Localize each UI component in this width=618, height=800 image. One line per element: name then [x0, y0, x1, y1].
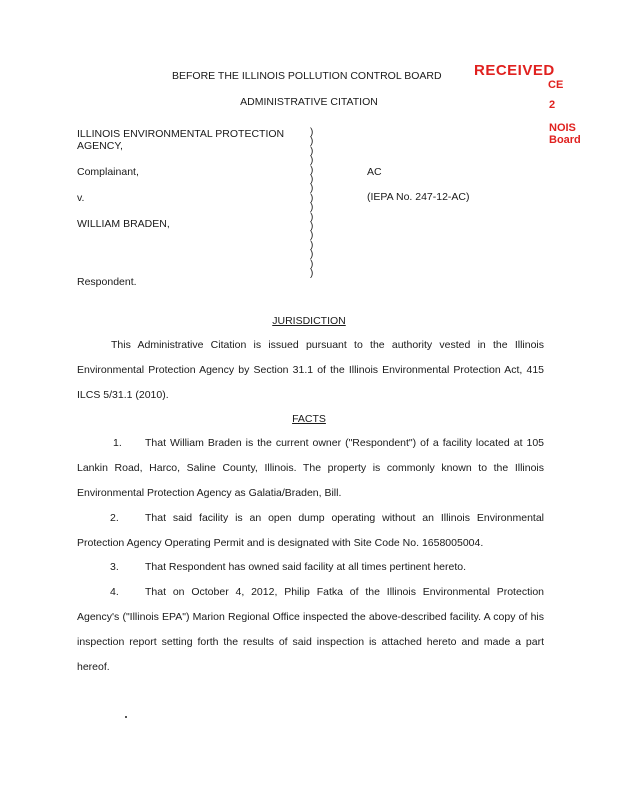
- fact-4-line-4: hereof.: [77, 661, 110, 673]
- respondent-label: Respondent.: [77, 276, 137, 288]
- fact-2-line-2: Protection Agency Operating Permit and is designated with Site Code No. 1658005004.: [77, 537, 484, 549]
- stamp-line-4: NOIS: [549, 122, 576, 134]
- facts-heading: FACTS: [292, 413, 326, 425]
- fact-1-line-1: That William Braden is the current owner ("Respondent") of a facility located at 105: [145, 437, 544, 449]
- complainant-name-line-2: AGENCY,: [77, 140, 123, 152]
- jurisdiction-line-2: Environmental Protection Agency by Section 31.1 of the Illinois Environmental Protection Act, 415: [77, 364, 544, 376]
- fact-1-number: 1.: [113, 437, 122, 449]
- fact-2-paragraph: [77, 506, 544, 556]
- respondent-name: WILLIAM BRADEN,: [77, 218, 170, 230]
- jurisdiction-heading: JURISDICTION: [272, 315, 346, 327]
- complainant-label: Complainant,: [77, 166, 139, 178]
- fact-2-number: 2.: [110, 512, 119, 524]
- fact-1-line-3: Environmental Protection Agency as Galatia/Braden, Bill.: [77, 487, 342, 499]
- jurisdiction-line-3: ILCS 5/31.1 (2010).: [77, 389, 169, 401]
- fact-1-line-2: Lankin Road, Harco, Saline County, Illinois. The property is commonly known to the Illinois: [77, 462, 544, 474]
- stamp-line-2: CE: [548, 79, 564, 91]
- fact-4-line-3: inspection report setting forth the results of said inspection is attached hereto and made a part: [77, 636, 544, 648]
- stamp-line-1: RECEIVED: [474, 62, 555, 79]
- versus-label: v.: [77, 192, 85, 204]
- case-prefix: AC: [367, 166, 382, 178]
- board-heading: BEFORE THE ILLINOIS POLLUTION CONTROL BOARD: [172, 70, 442, 82]
- scan-speck: [125, 716, 127, 718]
- document-title: ADMINISTRATIVE CITATION: [240, 96, 378, 108]
- fact-3-line-1: That Respondent has owned said facility at all times pertinent hereto.: [145, 561, 467, 573]
- fact-1-paragraph: [77, 431, 544, 506]
- fact-4-line-1: That on October 4, 2012, Philip Fatka of the Illinois Environmental Protection: [145, 586, 544, 598]
- fact-2-line-1: That said facility is an open dump operating without an Illinois Environmental: [145, 512, 544, 524]
- stamp-line-5: Board: [549, 134, 581, 146]
- stamp-line-3: 2: [549, 99, 556, 111]
- fact-4-line-2: Agency's ("Illinois EPA") Marion Regional Office inspected the above-described facility. A copy of his: [77, 611, 544, 623]
- caption-parentheses: ) ) ) ) ) ) ) ) ) ) ) ) ) ) ) ): [310, 127, 314, 280]
- jurisdiction-line-1: This Administrative Citation is issued pursuant to the authority vested in the Illinois: [111, 339, 544, 351]
- fact-3-number: 3.: [110, 561, 119, 573]
- received-stamp: [474, 62, 555, 79]
- case-number: (IEPA No. 247-12-AC): [367, 191, 470, 203]
- fact-4-paragraph: [77, 580, 544, 680]
- jurisdiction-paragraph: [77, 333, 544, 408]
- fact-4-number: 4.: [110, 586, 119, 598]
- complainant-name-line-1: ILLINOIS ENVIRONMENTAL PROTECTION: [77, 128, 285, 140]
